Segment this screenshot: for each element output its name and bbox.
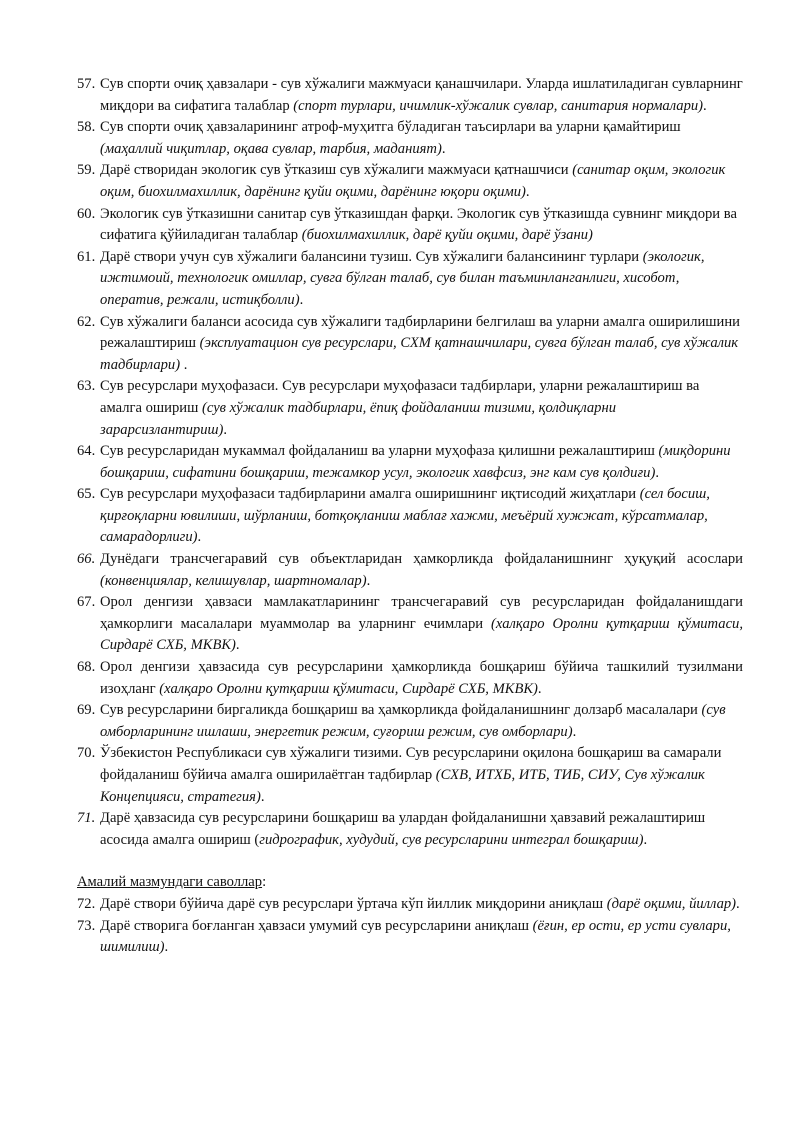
question-keywords: (конвенциялар, келишувлар, шартномалар): [100, 572, 367, 589]
question-number: 62.: [77, 313, 96, 330]
question-item: [77, 204, 743, 247]
question-tail: .: [260, 788, 265, 805]
question-keywords: (халқаро Оролни қутқариш қўмитаси, Сирдарё СХБ, МКВК): [100, 615, 743, 654]
question-text: Экологик сув ўтказишни санитар сув ўтказишдан фарқи. Экологик сув ўтказишда сувнинг миқдори ва сифатига қўйиладиган талаблар: [100, 205, 737, 244]
question-text: Дарё створидан экологик сув ўтказиш сув хўжалиги мажмуаси қатнашчиси: [100, 162, 573, 179]
question-number: 66.: [77, 551, 96, 568]
question-number: 73.: [77, 917, 96, 934]
question-tail: .: [180, 356, 188, 373]
question-item: [77, 117, 743, 160]
question-text: Дарё створига боғланган ҳавзаси умумий сув ресурсларини аниқлаш: [100, 917, 533, 934]
section-title: Амалий мазмундаги саволлар: [77, 874, 263, 891]
question-item: [77, 916, 743, 959]
question-tail: .: [366, 572, 371, 589]
question-keywords: (спорт турлари, ичимлик-хўжалик сувлар, санитария нормалари): [293, 97, 704, 114]
question-keywords: (сув омборларининг ишлаши, энергетик режим, суғориш режим, сув омборлари): [100, 702, 726, 740]
question-tail: .: [703, 97, 707, 114]
question-text: Сув ресурслари муҳофазаси тадбирларини амалга оширишнинг иқтисодий жиҳатлари: [100, 486, 640, 503]
question-item: [77, 74, 743, 117]
question-tail: .: [441, 140, 446, 157]
question-tail: .: [235, 637, 240, 654]
question-keywords: (санитар оқим, экологик оқим, биохилмахиллик, дарёнинг қуйи оқими, дарёнинг юқори оқими): [100, 162, 726, 200]
question-text: Сув спорти очиқ ҳавзаларининг атроф-муҳитга бўладиган таъсирлари ва уларни қамайтириш: [100, 119, 681, 136]
question-text: Дарё ҳавзасида сув ресурсларини бошқариш ва улардан фойдаланишни ҳавзавий режалаштириш асосида амалга ошириш (: [100, 810, 706, 848]
question-text: Ўзбекистон Республикаси сув хўжалиги тизими. Сув ресурсларини оқилона бошқариш ва самарали фойдаланиш бўйича амалга оширилаётган тадбирлар: [100, 745, 722, 783]
question-number: 67.: [77, 594, 96, 611]
question-text: Сув ресурсларидан мукаммал фойдаланиш ва уларни муҳофаза қилишни режалаштириш: [100, 443, 659, 460]
question-number: 68.: [77, 659, 96, 676]
question-keywords: (биохилмахиллик, дарё қуйи оқими, дарё ўзани): [301, 227, 593, 244]
question-keywords: гидрографик, худудий, сув ресурсларини интеграл бошқариш): [259, 831, 644, 848]
question-text: Сув ресурслари муҳофазаси. Сув ресурслари муҳофазаси тадбирлари, уларни режалаштириш ва амалга ошириш: [100, 378, 700, 416]
question-item: [77, 376, 743, 441]
question-text: Орол денгизи ҳавзаси мамлакатларининг трансчегаравий сув ресурсларидан фойдаланишдаги ҳамкорлиги масалалари муаммолар ва уларнинг ечимлари: [100, 594, 743, 632]
question-text: Сув ресурсларини биргаликда бошқариш ва ҳамкорликда фойдаланишнинг долзарб масалалари: [100, 702, 702, 719]
question-number: 69.: [77, 702, 96, 719]
question-number: 72.: [77, 895, 96, 912]
question-keywords: (сув хўжалик тадбирлари, ёпиқ фойдаланиш тизими, қолдиқларни зарарсизлантириш): [100, 399, 616, 438]
question-number: 65.: [77, 486, 96, 503]
question-item: [77, 743, 743, 808]
question-number: 64.: [77, 443, 96, 460]
question-tail: .: [655, 464, 659, 481]
question-tail: .: [736, 895, 740, 912]
question-number: 57.: [77, 76, 96, 92]
question-tail: .: [525, 183, 530, 200]
question-text: Сув спорти очиқ ҳавзалари - сув хўжалиги мажмуаси қанашчилари. Уларда ишлатиладиган сувларнинг миқдори ва сифатига талаблар: [100, 76, 743, 114]
question-text: Орол денгизи ҳавзасида сув ресурсларини ҳамкорликда бошқариш бўйича ташкилий тузилмани изоҳланг: [100, 659, 743, 697]
question-item: [77, 549, 743, 592]
question-tail: .: [223, 421, 228, 438]
question-item: [77, 894, 743, 916]
question-number: 60.: [77, 205, 96, 222]
section-heading: [77, 872, 743, 894]
question-tail: .: [572, 723, 577, 740]
question-item: [77, 592, 743, 657]
question-text: Дарё створи бўйича дарё сув ресурслари ўртача кўп йиллик миқдорини аниқлаш: [100, 895, 607, 912]
question-item: [77, 808, 743, 851]
question-item: [77, 441, 743, 484]
document-page: [77, 74, 743, 959]
question-keywords: (миқдорини бошқариш, сифатини бошқариш, тежамкор усул, экологик хавфсиз, энг кам сув қолдиғи): [100, 443, 731, 481]
question-tail: .: [197, 529, 202, 546]
question-item: [77, 700, 743, 743]
question-item: [77, 657, 743, 700]
question-tail: .: [299, 291, 304, 308]
question-tail: .: [643, 831, 648, 848]
question-keywords: (эксплуатацион сув ресурслари, СХМ қатнашчилари, сувга бўлган талаб, сув хўжалик тадбирлари): [100, 335, 739, 373]
question-text: Дарё створи учун сув хўжалиги балансини тузиш. Сув хўжалиги балансининг турлари: [100, 248, 643, 265]
question-item: [77, 160, 743, 203]
question-keywords: (СХВ, ИТХБ, ИТБ, ТИБ, СИУ, Сув хўжалик Концепцияси, стратегия): [100, 767, 705, 805]
practical-question-list: [77, 894, 743, 959]
question-item: [77, 312, 743, 377]
question-number: 58.: [77, 119, 96, 136]
question-keywords: (маҳаллий чиқитлар, оқава сувлар, тарбия, маданият): [100, 140, 442, 157]
question-number: 59.: [77, 162, 96, 179]
question-list: [77, 74, 743, 851]
question-tail: .: [164, 939, 169, 956]
question-item: [77, 247, 743, 312]
question-text: Дунёдаги трансчегаравий сув объектларидан ҳамкорликда фойдаланишнинг ҳуқуқий асослари: [100, 551, 743, 568]
question-keywords: (экологик, ижтимоий, технологик омиллар, сувга бўлган талаб, сув билан таъминланганлиги, хисобот, оператив, режали, истиқболли): [100, 248, 705, 308]
question-keywords: (халқаро Оролни қутқариш қўмитаси, Сирдарё СХБ, МКВК): [159, 680, 538, 697]
question-item: [77, 484, 743, 549]
question-keywords: (ёғин, ер ости, ер усти сувлари, шимилиш): [100, 917, 731, 956]
question-number: 61.: [77, 248, 96, 265]
section-colon: :: [262, 874, 267, 891]
question-keywords: (дарё оқими, йиллар): [606, 895, 737, 912]
question-text: Сув хўжалиги баланси асосида сув хўжалиги тадбирларини белгилаш ва уларни амалга оширилишини режалаштириш: [100, 313, 740, 352]
question-number: 70.: [77, 745, 96, 762]
question-number: 63.: [77, 378, 96, 395]
question-number: 71.: [77, 810, 96, 827]
question-keywords: (сел босиш, қирғоқларни ювилиши, шўрланиш, ботқоқланиш маблағ хажми, меъёрий хужжат, кўрсатмалар, самарадорлиги): [100, 486, 710, 546]
question-tail: .: [537, 680, 542, 697]
